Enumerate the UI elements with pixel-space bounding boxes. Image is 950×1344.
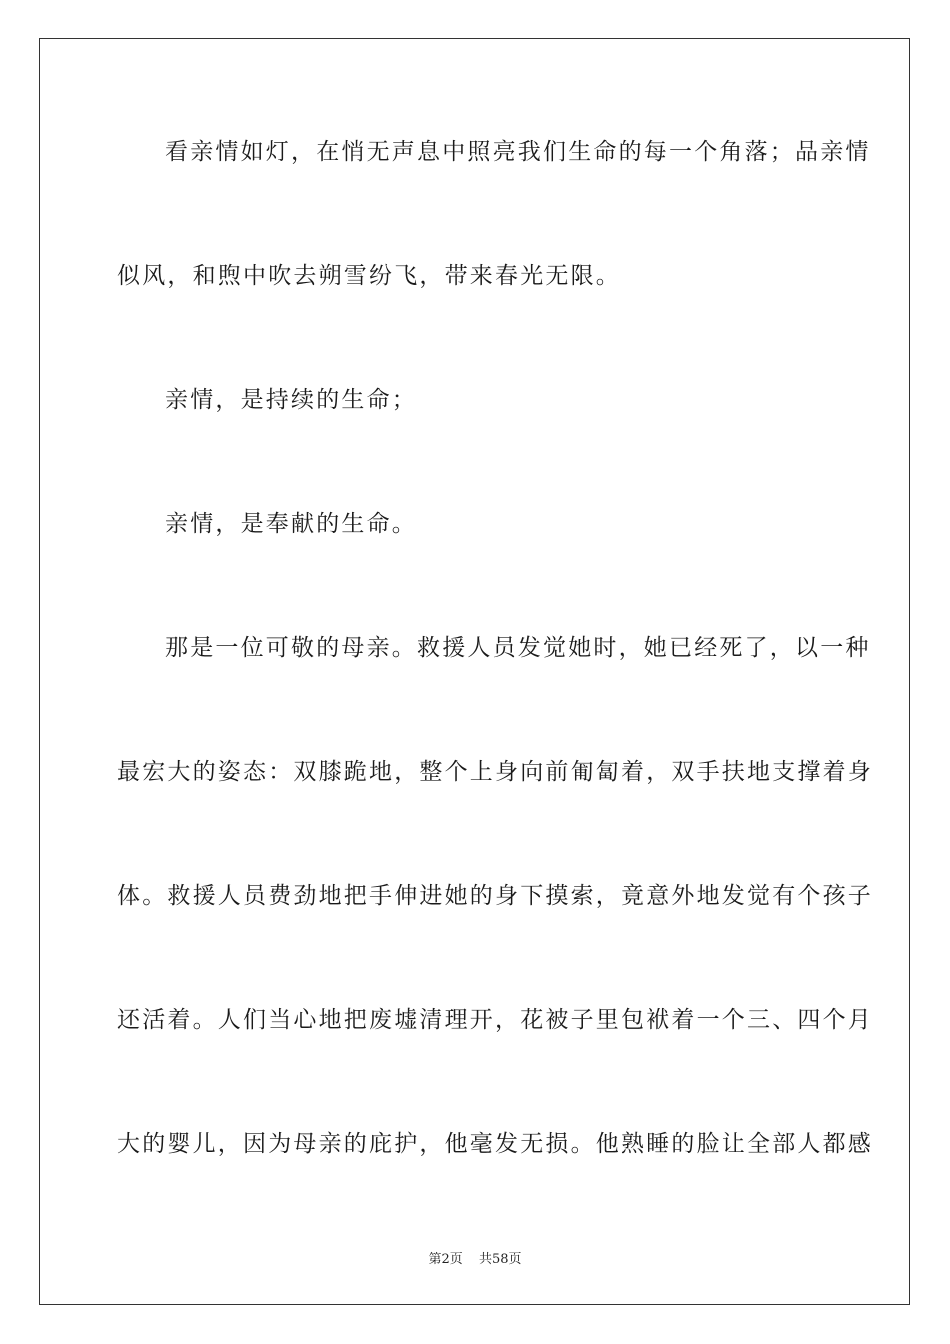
page-border [39,38,910,1305]
page-footer [0,1248,950,1267]
paragraph-line: 最宏大的姿态：双膝跪地，整个上身向前匍匐着，双手扶地支撑着身 [117,759,873,785]
paragraph-line: 看亲情如灯，在悄无声息中照亮我们生命的每一个角落；品亲情 [165,139,871,165]
paragraph-line: 还活着。人们当心地把废墟清理开，花被子里包袱着一个三、四个月 [117,1007,873,1033]
paragraph-line: 亲情，是持续的生命； [165,387,417,413]
paragraph-line: 体。救援人员费劲地把手伸进她的身下摸索，竟意外地发觉有个孩子 [117,883,873,909]
paragraph-line: 亲情，是奉献的生命。 [165,511,417,537]
paragraph-line: 似风，和煦中吹去朔雪纷飞，带来春光无限。 [117,263,621,289]
page-number: 第2页 [428,1252,463,1267]
total-pages: 共58页 [478,1252,522,1267]
paragraph-line: 那是一位可敬的母亲。救援人员发觉她时，她已经死了，以一种 [165,635,871,661]
paragraph-line: 大的婴儿，因为母亲的庇护，他毫发无损。他熟睡的脸让全部人都感 [117,1131,873,1157]
